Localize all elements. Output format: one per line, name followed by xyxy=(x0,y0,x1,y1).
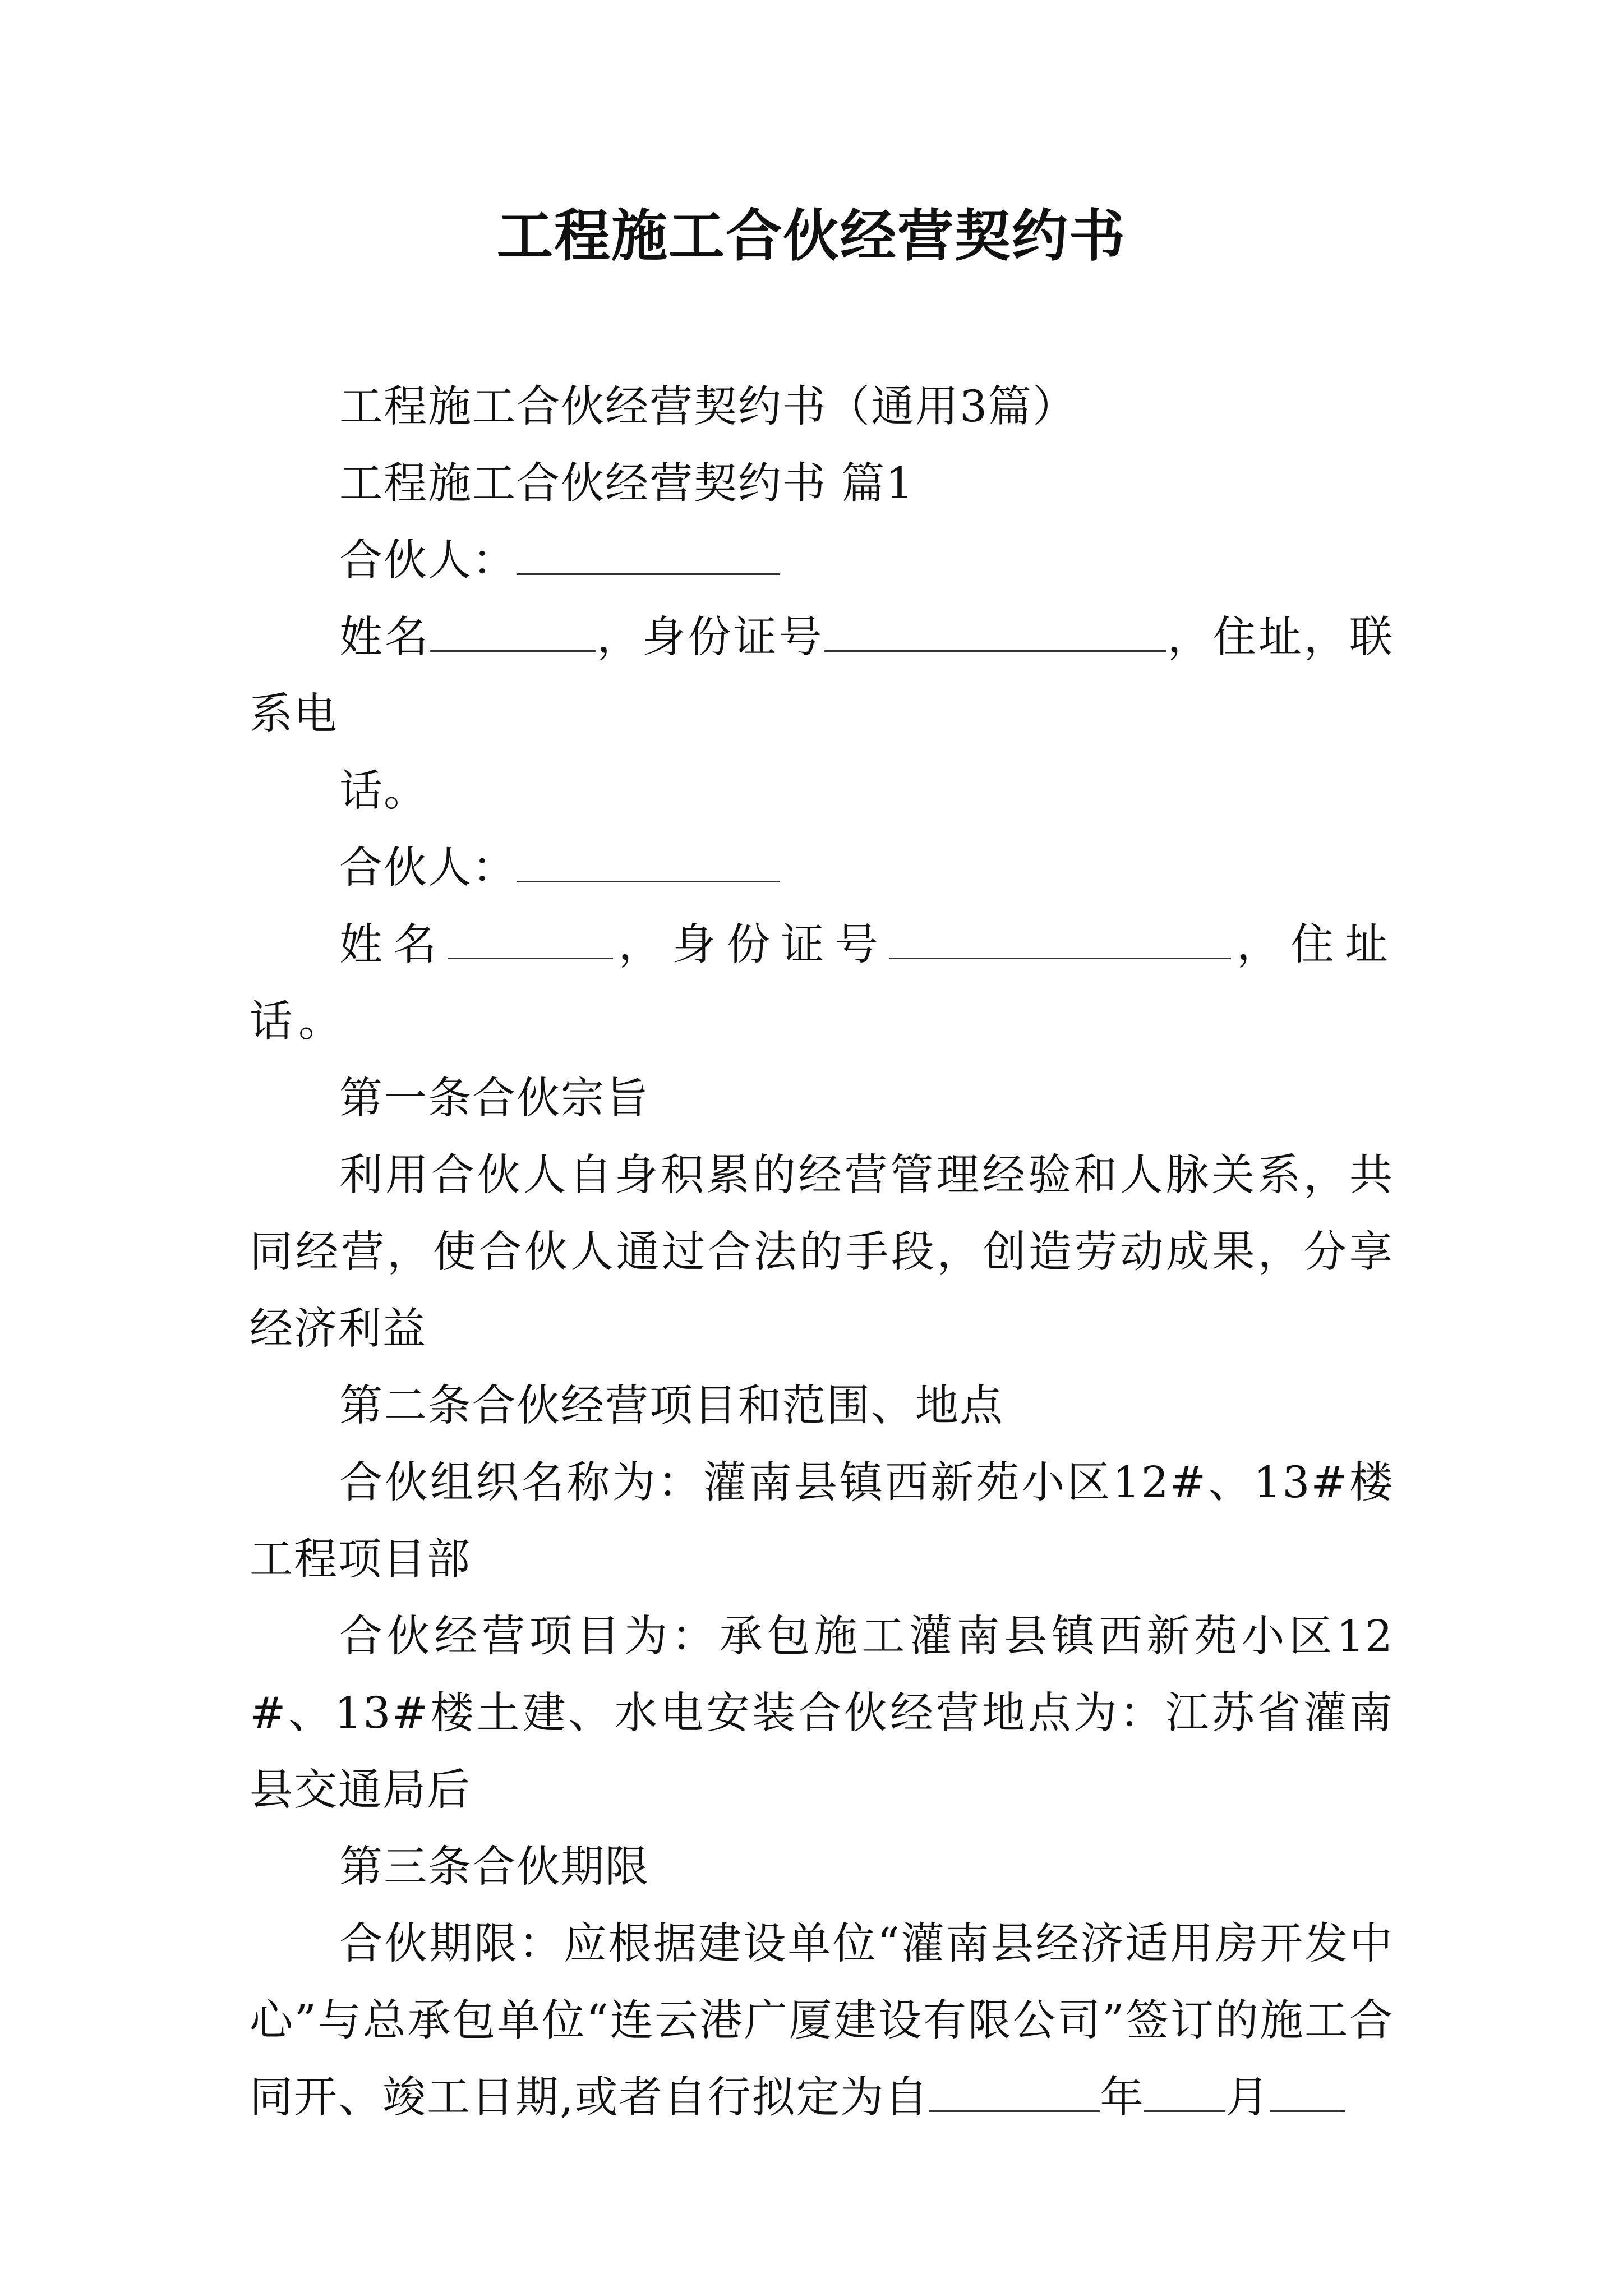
article3-body: 合伙期限：应根据建设单位“灌南县经济适用房开发中心”与总承包单位“连云港广厦建设有限公司”签订的施工合同开、竣工日期,或者自行拟定为自 xyxy=(250,1919,1394,2123)
start-day-blank xyxy=(1270,2077,1345,2112)
partner2-label: 合伙人： xyxy=(339,843,517,893)
partner1-id-label: ，身份证号 xyxy=(596,613,824,662)
month-label: 月 xyxy=(1225,2073,1270,2123)
subtitle: 工程施工合伙经营契约书（通用3篇） xyxy=(339,382,1077,432)
document-body xyxy=(250,369,1394,2136)
document-title: 工程施工合伙经营契约书 xyxy=(497,203,1126,269)
partner1-id-blank xyxy=(824,616,1166,652)
partner2-name-blank xyxy=(448,924,613,959)
partner1-details xyxy=(250,599,1394,753)
partner1-address-label: ，住址，联系电 xyxy=(250,613,1394,739)
partner1-blank xyxy=(517,540,780,575)
article2-scope: 合伙经营项目为：承包施工灌南县镇西新苑小区12#、13#楼土建、水电安装合伙经营地点为：江苏省灌南县交通局后 xyxy=(250,1612,1394,1815)
year-label: 年 xyxy=(1100,2073,1145,2123)
partner2-blank xyxy=(517,847,780,882)
article1-title: 第一条合伙宗旨 xyxy=(339,1074,649,1124)
start-month-blank xyxy=(1144,2077,1225,2112)
partner2-address-label: ，住址话。 xyxy=(250,920,1394,1047)
partner2-name-label: 姓名 xyxy=(339,920,448,970)
article1-text: 利用合伙人自身积累的经营管理经验和人脉关系，共同经营，使合伙人通过合法的手段，创造劳动成果，分享经济利益 xyxy=(250,1151,1394,1354)
start-year-blank xyxy=(929,2077,1100,2112)
partner1-label: 合伙人： xyxy=(339,536,517,586)
article3-text xyxy=(250,1906,1394,2136)
partner2-details xyxy=(250,907,1394,1060)
partner1-name-blank xyxy=(430,616,596,652)
part-heading: 工程施工合伙经营契约书 篇1 xyxy=(339,459,915,509)
article3-title: 第三条合伙期限 xyxy=(339,1842,649,1892)
partner1-name-label: 姓名 xyxy=(339,613,431,662)
article2-title: 第二条合伙经营项目和范围、地点 xyxy=(339,1381,1004,1431)
phone-continuation: 话。 xyxy=(339,766,428,816)
partner2-id-label: ，身份证号 xyxy=(613,920,889,970)
partner1-line xyxy=(250,522,1394,599)
article2-org: 合伙组织名称为：灌南县镇西新苑小区12#、13#楼工程项目部 xyxy=(250,1458,1394,1585)
partner2-id-blank xyxy=(889,924,1231,959)
partner2-line xyxy=(250,830,1394,907)
